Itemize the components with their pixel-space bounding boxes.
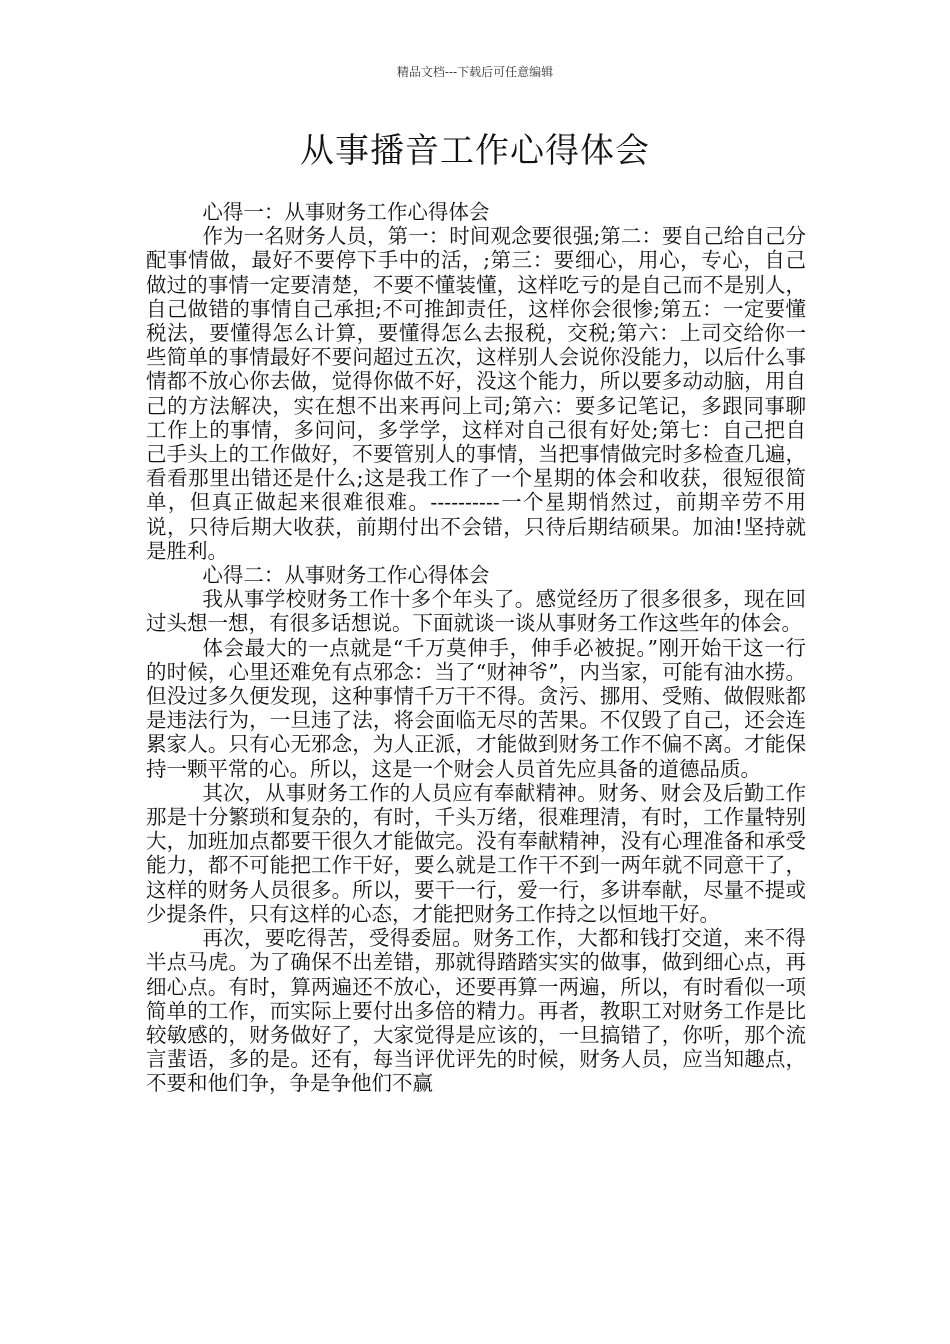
section-heading-1: 心得一：从事财务工作心得体会	[202, 200, 490, 224]
paragraph: 作为一名财务人员，第一：时间观念要很强;第二：要自己给自己分配事情做，最好不要停下手中的活，;第三：要细心，用心，专心，自己做过的事情一定要清楚，不要不懂装懂，这样吃亏的是自己而不是别人，自己做错的事情自己承担;不可推卸责任，这样你会很惨;第五：一定要懂税法，要懂得怎么计算，要懂得怎么去报税，交税;第六：上司交给你一些简单的事情最好不要问超过五次，这样别人会说你没能力，以后什么事情都不放心你去做，觉得你做不好，没这个能力，所以要多动动脑，用自己的方法解决，实在想不出来再问上司;第六：要多记笔记，多跟同事聊工作上的事情，多问问，多学学，这样对自己很有好处;第七：自己把自己手头上的工作做好，不要管别人的事情，当把事情做完时多检查几遍，看看那里出错还是什么;这是我工作了一个星期的体会和收获，很短很简单，但真正做起来很难很难。----------一个星期悄然过，前期辛劳不用说，只待后期大收获，前期付出不会错，只待后期结硕果。加油!坚持就是胜利。	[146, 224, 806, 563]
paragraph: 其次，从事财务工作的人员应有奉献精神。财务、财会及后勤工作那是十分繁琐和复杂的，有时，千头万绪，很难理清，有时，工作量特别大，加班加点都要干很久才能做完。没有奉献精神，没有心理准备和承受能力，都不可能把工作干好，要么就是工作干不到一两年就不同意干了，这样的财务人员很多。所以，要干一行，爱一行，多讲奉献，尽量不提或少提条件，只有这样的心态，才能把财务工作持之以恒地干好。	[146, 780, 806, 926]
section-heading-2: 心得二：从事财务工作心得体会	[202, 563, 490, 588]
header-note: 精品文档---下载后可任意编辑	[396, 65, 554, 79]
paragraph: 体会最大的一点就是“千万莫伸手，伸手必被捉。”刚开始干这一行的时候，心里还难免有点邪念：当了“财神爷”，内当家，可能有油水捞。但没过多久便发现，这种事情千万干不得。贪污、挪用、受贿、做假账都是违法行为，一旦违了法，将会面临无尽的苦果。不仅毁了自己，还会连累家人。只有心无邪念，为人正派，才能做到财务工作不偏不离。才能保持一颗平常的心。所以，这是一个财会人员首先应具备的道德品质。	[146, 635, 806, 781]
document-body	[146, 200, 806, 1096]
document-title: 从事播音工作心得体会	[300, 131, 650, 171]
paragraph: 我从事学校财务工作十多个年头了。感觉经历了很多很多，现在回过头想一想，有很多话想说。下面就谈一谈从事财务工作这些年的体会。	[146, 587, 806, 636]
paragraph: 再次，要吃得苦，受得委屈。财务工作，大都和钱打交道，来不得半点马虎。为了确保不出差错，那就得踏踏实实的做事，做到细心点，再细心点。有时，算两遍还不放心，还要再算一两遍，所以，有时看似一项简单的工作，而实际上要付出多倍的精力。再者，教职工对财务工作是比较敏感的，财务做好了，大家觉得是应该的，一旦搞错了，你听，那个流言蜚语，多的是。还有，每当评优评先的时候，财务人员，应当知趣点，不要和他们争，争是争他们不赢	[146, 926, 806, 1096]
